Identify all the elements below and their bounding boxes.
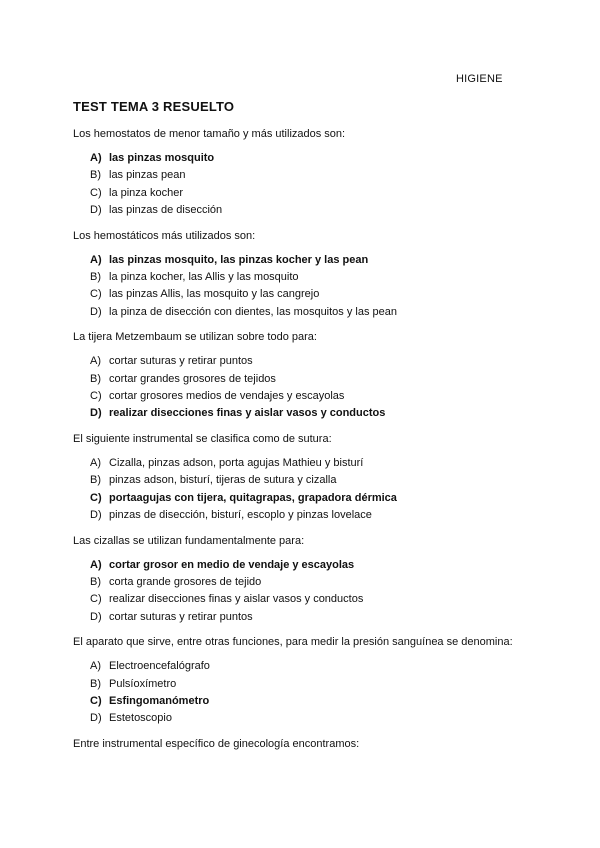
option-text: Esfingomanómetro [109,694,210,707]
option-letter: B) [90,474,101,487]
option-text: las pinzas mosquito, las pinzas kocher y las pean [109,253,369,266]
option-letter: A) [90,660,101,673]
option-text: cortar suturas y retirar puntos [109,355,253,368]
option-letter: C) [90,186,102,199]
option-text: pinzas adson, bisturí, tijeras de sutura y cizalla [109,474,337,487]
option-text: la pinza kocher, las Allis y las mosquito [109,271,299,284]
option-text: pinzas de disección, bisturí, escoplo y pinzas lovelace [109,509,372,522]
option-letter: D) [90,610,102,623]
question-text: El aparato que sirve, entre otras funciones, para medir la presión sanguínea se denomina: [73,636,513,649]
option-letter: A) [90,355,101,368]
option [90,304,533,321]
option [90,202,533,219]
option-text: las pinzas de disección [109,204,223,217]
option-text: realizar disecciones finas y aislar vasos y conductos [109,593,364,606]
option-letter: D) [90,712,102,725]
options-list [73,353,533,423]
option-text: Electroencefalógrafo [109,660,210,673]
option-letter: D) [90,509,102,522]
option-letter: C) [90,694,102,707]
option [90,185,533,202]
options-list [73,557,533,627]
option-correct [90,557,533,574]
option-letter: C) [90,288,102,301]
option-letter: C) [90,491,102,504]
option-letter: C) [90,593,102,606]
option-text: cortar grosores medios de vendajes y escayolas [109,390,345,403]
option-letter: A) [90,152,102,164]
option-letter: A) [90,558,102,571]
option-text: cortar grandes grosores de tejidos [109,372,276,385]
option-letter: B) [90,677,101,690]
option [90,710,533,727]
option-text: la pinza de disección con dientes, las mosquitos y las pean [109,305,398,318]
question-text: El siguiente instrumental se clasifica como de sutura: [73,432,332,445]
option-letter: D) [90,305,102,318]
option-text: la pinza kocher [109,186,183,199]
option [90,591,533,608]
option [90,507,533,524]
option [90,658,533,675]
option-letter: A) [90,253,102,266]
option-correct [90,490,533,507]
option-correct [90,252,533,269]
option-text: Pulsíoxímetro [109,677,177,690]
options-list [73,150,533,220]
option-text: cortar grosor en medio de vendaje y escayolas [109,558,355,571]
option-letter: B) [90,169,101,182]
option [90,167,533,184]
option [90,269,533,286]
option [90,609,533,626]
option-text: realizar disecciones finas y aislar vasos y conductos [109,407,386,420]
option-letter: B) [90,271,101,284]
question-text: Los hemostatos de menor tamaño y más utilizados son: [73,128,346,140]
option [90,455,533,472]
option-text: las pinzas Allis, las mosquito y las cangrejo [109,288,320,301]
option-text: Estetoscopio [109,712,172,725]
option-letter: D) [90,407,102,420]
option [90,472,533,489]
option [90,353,533,370]
option-text: Cizalla, pinzas adson, porta agujas Mathieu y bisturí [109,456,364,469]
option-correct [90,150,533,167]
option-letter: B) [90,575,101,588]
option [90,388,533,405]
options-list [73,252,533,322]
subject-header: HIGIENE [456,73,503,85]
question-text: Entre instrumental específico de ginecología encontramos: [73,737,360,750]
option-text: las pinzas pean [109,169,186,182]
question-text: La tijera Metzembaum se utilizan sobre todo para: [73,331,317,344]
option-correct [90,405,533,422]
options-list [73,658,533,728]
option-letter: A) [90,456,101,469]
option-correct [90,693,533,710]
option-letter: D) [90,204,102,217]
option-letter: C) [90,390,102,403]
option-letter: B) [90,372,101,385]
page-title: TEST TEMA 3 RESUELTO [73,99,235,114]
option-text: las pinzas mosquito [109,152,215,164]
option-text: corta grande grosores de tejido [109,575,262,588]
option-text: portaagujas con tijera, quitagrapas, grapadora dérmica [109,491,397,504]
option [90,371,533,388]
option-text: cortar suturas y retirar puntos [109,610,253,623]
question-text: Las cizallas se utilizan fundamentalmente para: [73,534,305,547]
questions-list [73,126,533,760]
option [90,574,533,591]
options-list [73,455,533,525]
option [90,286,533,303]
option [90,676,533,693]
question-text: Los hemostáticos más utilizados son: [73,229,256,242]
